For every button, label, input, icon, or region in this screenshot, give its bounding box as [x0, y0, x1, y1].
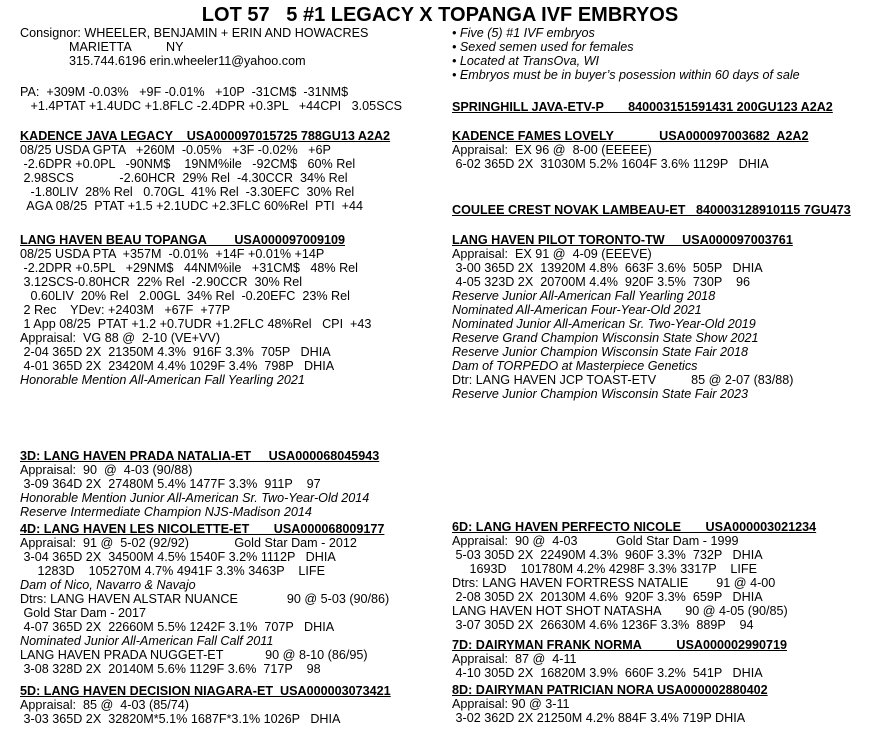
- sire-heading: KADENCE JAVA LEGACY USA000097015725 788GU13 A2A2: [20, 129, 391, 143]
- dam-heading: LANG HAVEN BEAU TOPANGA USA000097009109: [20, 233, 345, 247]
- d8-heading: 8D: DAIRYMAN PATRICIAN NORA USA000002880402: [452, 683, 768, 697]
- consignor-line: MARIETTA NY: [20, 40, 184, 54]
- sire-dam-block: [452, 129, 872, 171]
- d7-line: Appraisal: 87 @ 4-11: [452, 652, 577, 666]
- pa-line: +1.4PTAT +1.4UDC +1.8FLC -2.4DPR +0.3PL +44CPI 3.05SCS: [20, 99, 403, 113]
- dam-dam-honor: Reserve Grand Champion Wisconsin State Show 2021: [452, 331, 759, 345]
- dam-dam-line: 3-00 365D 2X 13920M 4.8% 663F 3.6% 505P DHIA: [452, 261, 763, 275]
- dam-line: 4-01 365D 2X 23420M 4.4% 1029F 3.4% 798P DHIA: [20, 359, 335, 373]
- dam-block: [20, 233, 450, 387]
- dam-line: 3.12SCS-0.80HCR 22% Rel -2.90CCR 30% Rel: [20, 275, 303, 289]
- sire-of-sire-block: [452, 100, 872, 114]
- d8-line: 3-02 362D 2X 21250M 4.2% 884F 3.4% 719P DHIA: [452, 711, 746, 725]
- d4-family: Dam of Nico, Navarro & Navajo: [20, 578, 196, 592]
- d4-line: 1283D 105270M 4.7% 4941F 3.3% 3463P LIFE: [20, 564, 326, 578]
- d4-line: Appraisal: 91 @ 5-02 (92/92) Gold Star Dam - 2012: [20, 536, 357, 550]
- d6-heading: 6D: LANG HAVEN PERFECTO NICOLE USA000003021234: [452, 520, 817, 534]
- bullet-item: • Embryos must be in buyer’s posession within 60 days of sale: [452, 68, 800, 82]
- d6-line: Appraisal: 90 @ 4-03 Gold Star Dam - 1999: [452, 534, 739, 548]
- sire-line: -2.6DPR +0.0PL -90NM$ 19NM%ile -92CM$ 60% Rel: [20, 157, 356, 171]
- d6-line: 3-07 305D 2X 26630M 4.6% 1236F 3.3% 889P 94: [452, 618, 754, 632]
- dam-dam-block: [452, 233, 872, 401]
- d3-honor: Reserve Intermediate Champion NJS-Madison 2014: [20, 505, 312, 519]
- d4-line: 3-04 365D 2X 34500M 4.5% 1540F 3.2% 1112P DHIA: [20, 550, 336, 564]
- bullet-item: • Sexed semen used for females: [452, 40, 634, 54]
- d4-block: [20, 522, 450, 676]
- d3-line: 3-09 364D 2X 27480M 5.4% 1477F 3.3% 911P 97: [20, 477, 321, 491]
- d7-block: [452, 638, 872, 680]
- bullet-list: [452, 26, 872, 82]
- d4-heading: 4D: LANG HAVEN LES NICOLETTE-ET USA000068009177: [20, 522, 385, 536]
- sire-dam-line: 6-02 365D 2X 31030M 5.2% 1604F 3.6% 1129P DHIA: [452, 157, 769, 171]
- dam-dam-heading: LANG HAVEN PILOT TORONTO-TW USA000097003761: [452, 233, 793, 247]
- pa-line: PA: +309M -0.03% +9F -0.01% +10P -31CM$ -31NM$: [20, 85, 349, 99]
- d6-line: 5-03 305D 2X 22490M 4.3% 960F 3.3% 732P DHIA: [452, 548, 763, 562]
- dam-dam-honor: Nominated All-American Four-Year-Old 2021: [452, 303, 702, 317]
- d5-line: Appraisal: 85 @ 4-03 (85/74): [20, 698, 189, 712]
- sire-line: -1.80LIV 28% Rel 0.70GL 41% Rel -3.30EFC 30% Rel: [20, 185, 355, 199]
- d3-heading: 3D: LANG HAVEN PRADA NATALIA-ET USA000068045943: [20, 449, 380, 463]
- dam-line: -2.2DPR +0.5PL +29NM$ 44NM%ile +31CM$ 48% Rel: [20, 261, 358, 275]
- d5-line: 3-03 365D 2X 32820M*5.1% 1687F*3.1% 1026P DHIA: [20, 712, 341, 726]
- bullet-item: • Located at TransOva, WI: [452, 54, 599, 68]
- d5-heading: 5D: LANG HAVEN DECISION NIAGARA-ET USA000003073421: [20, 684, 391, 698]
- dam-dam-honor: Nominated Junior All-American Sr. Two-Year-Old 2019: [452, 317, 756, 331]
- dam-line: 2-04 365D 2X 21350M 4.3% 916F 3.3% 705P DHIA: [20, 345, 331, 359]
- d6-line: 2-08 305D 2X 20130M 4.6% 920F 3.3% 659P DHIA: [452, 590, 763, 604]
- consignor-block: [20, 26, 450, 68]
- dam-dam-dtr: Dtr: LANG HAVEN JCP TOAST-ETV 85 @ 2-07 (83/88): [452, 373, 794, 387]
- d7-line: 4-10 305D 2X 16820M 3.9% 660F 3.2% 541P DHIA: [452, 666, 763, 680]
- sire-of-dam-heading: COULEE CREST NOVAK LAMBEAU-ET 840003128910115 7GU473: [452, 203, 851, 217]
- d3-line: Appraisal: 90 @ 4-03 (90/88): [20, 463, 193, 477]
- consignor-line: Consignor: WHEELER, BENJAMIN + ERIN AND HOWACRES: [20, 26, 369, 40]
- consignor-line: 315.744.6196 erin.wheeler11@yahoo.com: [20, 54, 306, 68]
- sire-line: AGA 08/25 PTAT +1.5 +2.1UDC +2.3FLC 60%Rel PTI +44: [20, 199, 364, 213]
- dam-line: 0.60LIV 20% Rel 2.00GL 34% Rel -0.20EFC 23% Rel: [20, 289, 350, 303]
- d7-heading: 7D: DAIRYMAN FRANK NORMA USA000002990719: [452, 638, 787, 652]
- sire-line: 08/25 USDA GPTA +260M -0.05% +3F -0.02% +6P: [20, 143, 331, 157]
- dam-dam-honor: Reserve Junior Champion Wisconsin State Fair 2023: [452, 387, 748, 401]
- dam-dam-honor: Reserve Junior All-American Fall Yearling 2018: [452, 289, 716, 303]
- pa-block: [20, 85, 450, 113]
- dam-dam-line: 4-05 323D 2X 20700M 4.4% 920F 3.5% 730P 96: [452, 275, 751, 289]
- d4-line: Dtrs: LANG HAVEN ALSTAR NUANCE 90 @ 5-03 (90/86): [20, 592, 390, 606]
- d6-line: 1693D 101780M 4.2% 4298F 3.3% 3317P LIFE: [452, 562, 758, 576]
- dam-dam-line: Appraisal: EX 91 @ 4-09 (EEEVE): [452, 247, 652, 261]
- d3-honor: Honorable Mention Junior All-American Sr. Two-Year-Old 2014: [20, 491, 370, 505]
- sire-dam-heading: KADENCE FAMES LOVELY USA000097003682 A2A2: [452, 129, 809, 143]
- d6-block: [452, 520, 872, 632]
- sire-block: [20, 129, 450, 213]
- d8-block: [452, 683, 872, 725]
- sire-dam-line: Appraisal: EX 96 @ 8-00 (EEEEE): [452, 143, 652, 157]
- d3-block: [20, 449, 450, 519]
- d4-line: 3-08 328D 2X 20140M 5.6% 1129F 3.6% 717P 98: [20, 662, 321, 676]
- sire-of-dam-block: [452, 203, 872, 217]
- dam-honor: Honorable Mention All-American Fall Yearling 2021: [20, 373, 305, 387]
- d6-line: Dtrs: LANG HAVEN FORTRESS NATALIE 91 @ 4-00: [452, 576, 776, 590]
- dam-dam-honor: Dam of TORPEDO at Masterpiece Genetics: [452, 359, 698, 373]
- dam-line: 1 App 08/25 PTAT +1.2 +0.7UDR +1.2FLC 48%Rel CPI +43: [20, 317, 372, 331]
- dam-line: Appraisal: VG 88 @ 2-10 (VE+VV): [20, 331, 221, 345]
- d5-block: [20, 684, 450, 726]
- sire-line: 2.98SCS -2.60HCR 29% Rel -4.30CCR 34% Rel: [20, 171, 348, 185]
- d4-line: Gold Star Dam - 2017: [20, 606, 146, 620]
- sire-of-sire-heading: SPRINGHILL JAVA-ETV-P 840003151591431 200GU123 A2A2: [452, 100, 833, 114]
- d8-line: Appraisal: 90 @ 3-11: [452, 697, 570, 711]
- bullet-item: • Five (5) #1 IVF embryos: [452, 26, 595, 40]
- d6-line: LANG HAVEN HOT SHOT NATASHA 90 @ 4-05 (90/85): [452, 604, 788, 618]
- dam-line: 2 Rec YDev: +2403M +67F +77P: [20, 303, 231, 317]
- d4-honor: Nominated Junior All-American Fall Calf 2011: [20, 634, 274, 648]
- d4-line: 4-07 365D 2X 22660M 5.5% 1242F 3.1% 707P DHIA: [20, 620, 335, 634]
- d4-line: LANG HAVEN PRADA NUGGET-ET 90 @ 8-10 (86/95): [20, 648, 368, 662]
- page-title: LOT 57 5 #1 LEGACY X TOPANGA IVF EMBRYOS: [201, 4, 679, 26]
- dam-dam-honor: Reserve Junior Champion Wisconsin State Fair 2018: [452, 345, 748, 359]
- dam-line: 08/25 USDA PTA +357M -0.01% +14F +0.01% +14P: [20, 247, 325, 261]
